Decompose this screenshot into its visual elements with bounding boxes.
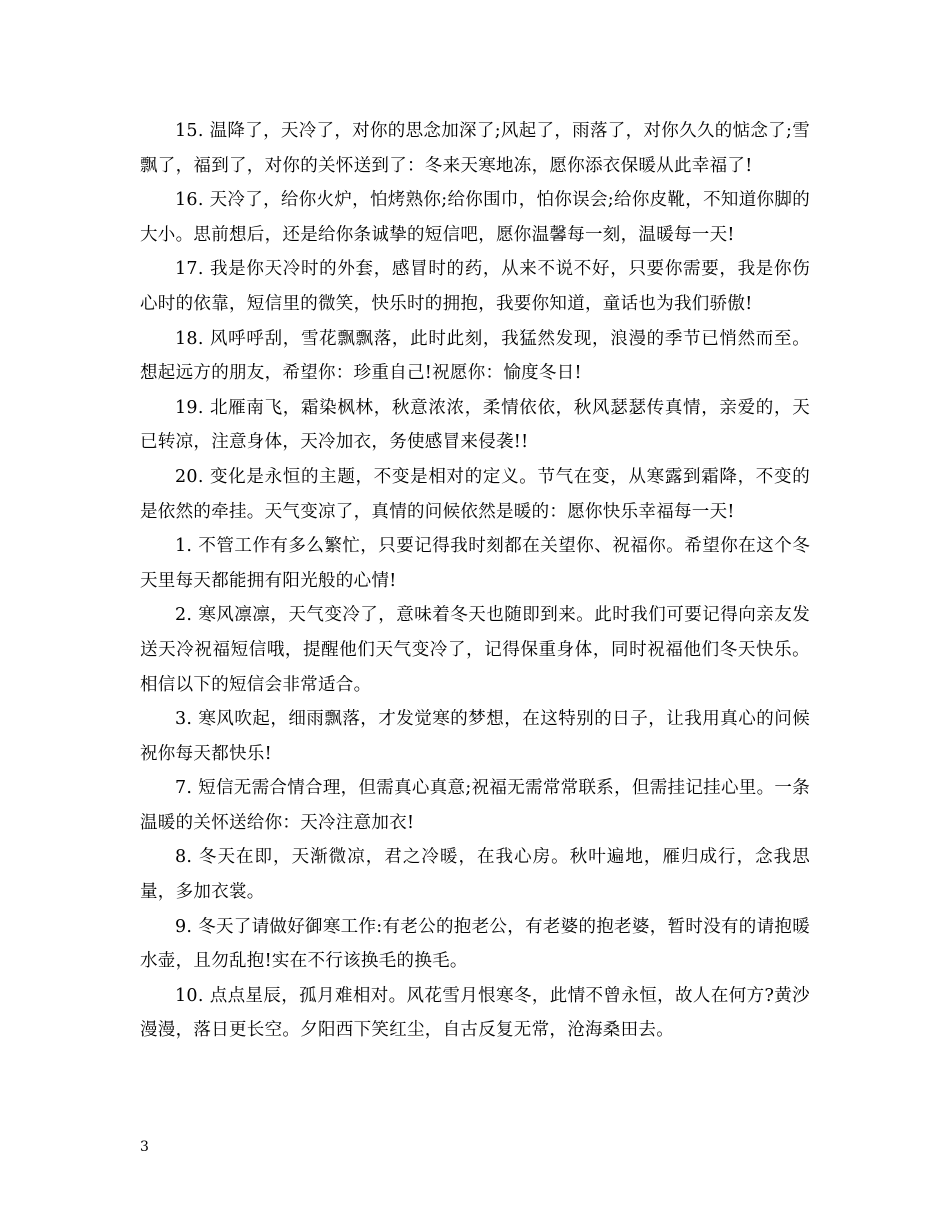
paragraph-2: 2. 寒风凛凛，天气变冷了，意味着冬天也随即到来。此时我们可要记得向亲友发送天冷祝福短信哦，提醒他们天气变冷了，记得保重身体，同时祝福他们冬天快乐。相信以下的短信会非常适合。 [140, 605, 810, 695]
page-number: 3 [140, 1139, 149, 1155]
paragraph-15: 15. 温降了，天冷了，对你的思念加深了;风起了，雨落了，对你久久的惦念了;雪飘了，福到了，对你的关怀送到了：冬来天寒地冻，愿你添衣保暖从此幸福了! [140, 121, 810, 176]
paragraph-8: 8. 冬天在即，天渐微凉，君之冷暖，在我心房。秋叶遍地，雁归成行，念我思量，多加衣裳。 [140, 847, 810, 903]
paragraph-20: 20. 变化是永恒的主题，不变是相对的定义。节气在变，从寒露到霜降，不变的是依然的牵挂。天气变凉了，真情的问候依然是暖的：愿你快乐幸福每一天! [140, 466, 810, 522]
paragraph-16: 16. 天冷了，给你火炉，怕烤熟你;给你围巾，怕你误会;给你皮靴，不知道你脚的大小。思前想后，还是给你条诚挚的短信吧，愿你温馨每一刻，温暖每一天! [140, 190, 810, 245]
paragraph-10: 10. 点点星辰，孤月难相对。风花雪月恨寒冬，此情不曾永恒，故人在何方?黄沙漫漫，落日更长空。夕阳西下笑红尘，自古反复无常，沧海桑田去。 [140, 985, 810, 1041]
paragraph-3: 3. 寒风吹起，细雨飘落，才发觉寒的梦想，在这特别的日子，让我用真心的问候祝你每天都快乐! [140, 709, 810, 764]
paragraph-9: 9. 冬天了请做好御寒工作:有老公的抱老公，有老婆的抱老婆，暂时没有的请抱暖水壶，且勿乱抱!实在不行该换毛的换毛。 [140, 916, 810, 972]
document-body [140, 114, 810, 1048]
paragraph-7: 7. 短信无需合情合理，但需真心真意;祝福无需常常联系，但需挂记挂心里。一条温暖的关怀送给你：天冷注意加衣! [140, 778, 810, 833]
paragraph-17: 17. 我是你天冷时的外套，感冒时的药，从来不说不好，只要你需要，我是你伤心时的依靠，短信里的微笑，快乐时的拥抱，我要你知道，童话也为我们骄傲! [140, 259, 810, 314]
paragraph-1: 1. 不管工作有多么繁忙，只要记得我时刻都在关望你、祝福你。希望你在这个冬天里每天都能拥有阳光般的心情! [140, 536, 810, 591]
paragraph-19: 19. 北雁南飞，霜染枫林，秋意浓浓，柔情依依，秋风瑟瑟传真情，亲爱的，天已转凉，注意身体，天冷加衣，务使感冒来侵袭!! [140, 397, 810, 453]
paragraph-18: 18. 风呼呼刮，雪花飘飘落，此时此刻，我猛然发现，浪漫的季节已悄然而至。想起远方的朋友，希望你：珍重自己!祝愿你：愉度冬日! [140, 328, 810, 384]
